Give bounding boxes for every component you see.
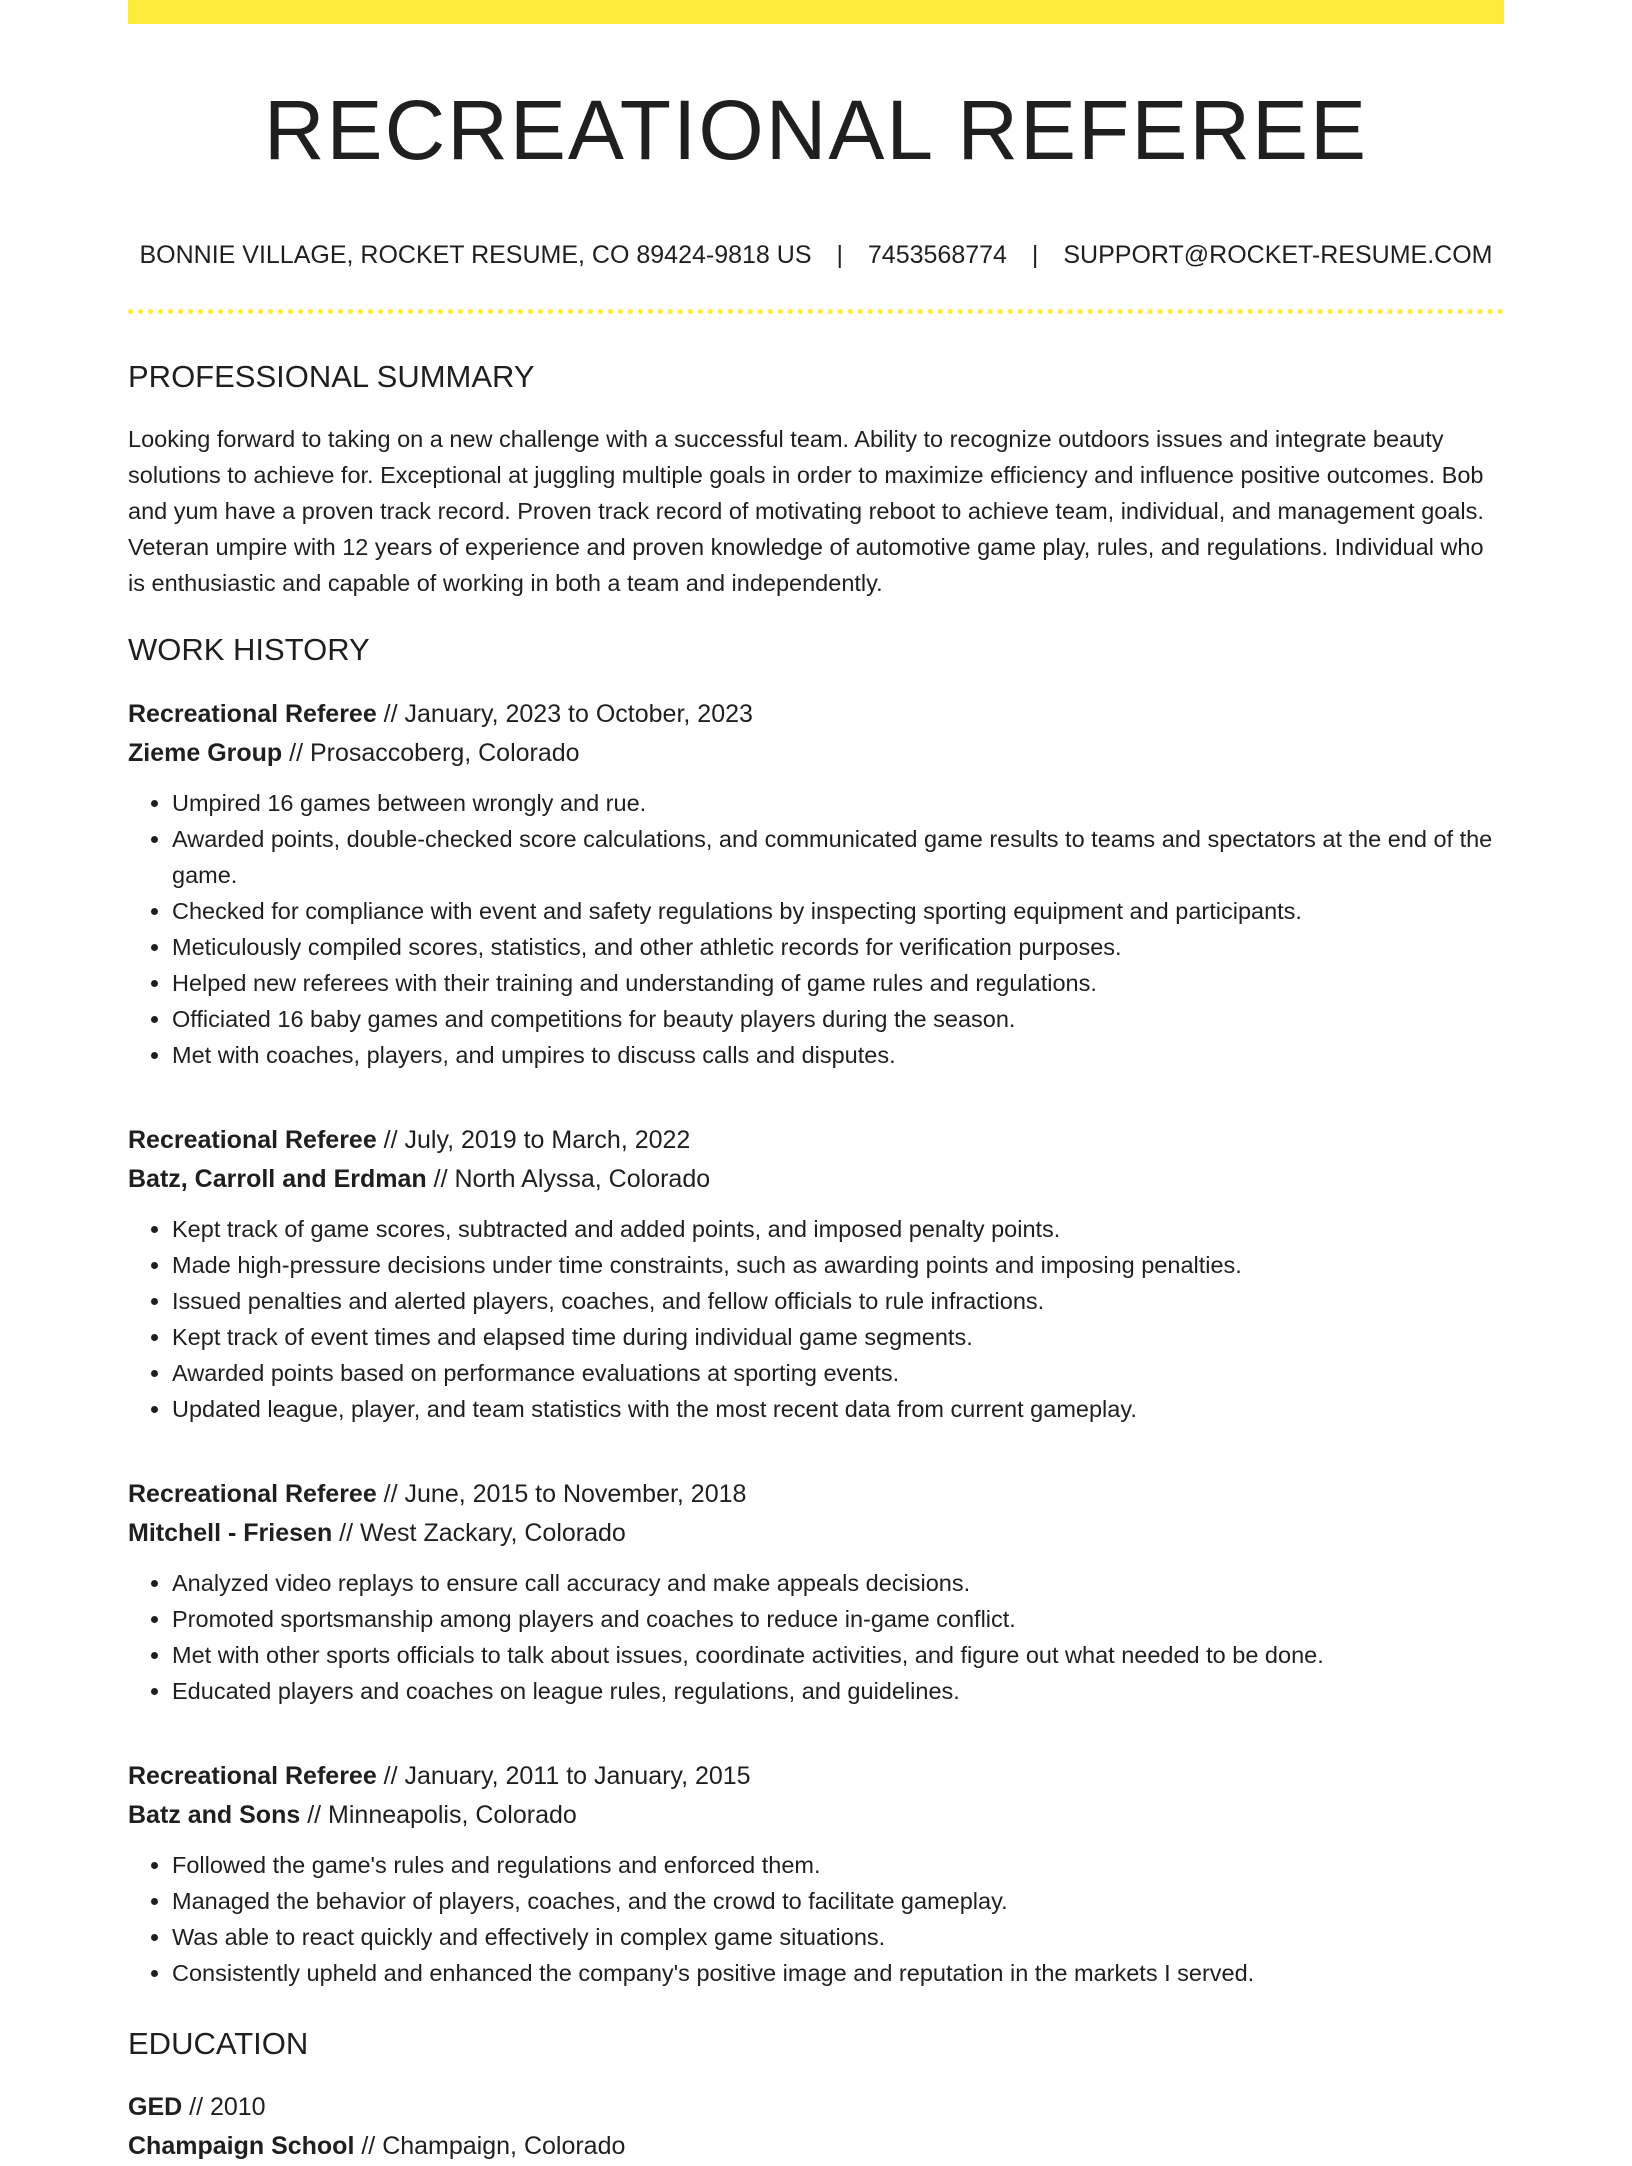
jobs-list [128,695,1504,1991]
job-company-line [128,734,1504,773]
job-bullet: • Awarded points, double-checked score calculations, and communicated game results to teams and spectators at the end of the game. [172,821,1504,893]
job-dates: // July, 2019 to March, 2022 [376,1125,691,1154]
job-bullets [128,1847,1504,1991]
job-company-line [128,1514,1504,1553]
job-location: // Minneapolis, Colorado [300,1800,577,1829]
job-role: Recreational Referee [128,1761,377,1790]
job-role-line [128,1757,1504,1796]
job-location: // Prosaccoberg, Colorado [282,738,580,767]
job-entry [128,695,1504,1073]
resume-title: RECREATIONAL REFEREE [263,83,1369,177]
job-bullet: • Updated league, player, and team statistics with the most recent data from current gameplay. [172,1391,1504,1427]
contact-separator: | [836,240,843,269]
job-bullets [128,1211,1504,1427]
job-company-line [128,1796,1504,1835]
contact-address: BONNIE VILLAGE, ROCKET RESUME, CO 89424-9818 US [139,240,812,269]
job-company-line [128,1160,1504,1199]
job-bullets [128,785,1504,1073]
job-bullet: • Educated players and coaches on league rules, regulations, and guidelines. [172,1673,1504,1709]
job-entry [128,1757,1504,1991]
job-bullet: • Kept track of game scores, subtracted and added points, and imposed penalty points. [172,1211,1504,1247]
job-bullet: • Officiated 16 baby games and competitions for beauty players during the season. [172,1001,1504,1037]
job-bullet: • Meticulously compiled scores, statistics, and other athletic records for verification purposes. [172,929,1504,965]
job-role: Recreational Referee [128,1479,377,1508]
job-role-line [128,695,1504,734]
job-entry [128,1475,1504,1709]
job-entry [128,1121,1504,1427]
job-bullet: • Met with other sports officials to talk about issues, coordinate activities, and figure out what needed to be done. [172,1637,1504,1673]
job-company: Batz and Sons [128,1800,301,1829]
contact-email: SUPPORT@ROCKET-RESUME.COM [1063,240,1493,269]
accent-top-bar [128,0,1504,24]
job-dates: // January, 2023 to October, 2023 [376,699,753,728]
resume-page [128,0,1504,2166]
job-bullet: • Met with coaches, players, and umpires to discuss calls and disputes. [172,1037,1504,1073]
contact-line [128,239,1504,272]
job-bullet: • Followed the game's rules and regulations and enforced them. [172,1847,1504,1883]
work-history-heading: WORK HISTORY [128,632,370,668]
job-dates: // January, 2011 to January, 2015 [376,1761,751,1790]
job-bullet: • Kept track of event times and elapsed time during individual game segments. [172,1319,1504,1355]
job-role: Recreational Referee [128,1125,377,1154]
job-bullet: • Helped new referees with their training and understanding of game rules and regulations. [172,965,1504,1001]
summary-heading: PROFESSIONAL SUMMARY [128,359,535,395]
dotted-divider [128,309,1504,314]
job-dates: // June, 2015 to November, 2018 [376,1479,747,1508]
job-location: // North Alyssa, Colorado [426,1164,711,1193]
education-school: Champaign School [128,2131,355,2160]
job-location: // West Zackary, Colorado [332,1518,626,1547]
job-role-line [128,1475,1504,1514]
job-bullet: • Made high-pressure decisions under time constraints, such as awarding points and imposing penalties. [172,1247,1504,1283]
job-company: Zieme Group [128,738,283,767]
job-bullet: • Consistently upheld and enhanced the company's positive image and reputation in the markets I served. [172,1955,1504,1991]
education-location: // Champaign, Colorado [354,2131,626,2160]
education-year: // 2010 [182,2092,266,2121]
job-bullet: • Promoted sportsmanship among players and coaches to reduce in-game conflict. [172,1601,1504,1637]
job-bullet: • Checked for compliance with event and safety regulations by inspecting sporting equipment and participants. [172,893,1504,929]
education-heading: EDUCATION [128,2025,309,2061]
contact-phone: 7453568774 [867,240,1007,269]
job-bullet: • Issued penalties and alerted players, coaches, and fellow officials to rule infractions. [172,1283,1504,1319]
education-school-line [128,2127,1504,2166]
education-degree-line [128,2088,1504,2127]
education-entry [128,2088,1504,2166]
job-bullet: • Was able to react quickly and effectively in complex game situations. [172,1919,1504,1955]
job-bullets [128,1565,1504,1709]
job-role-line [128,1121,1504,1160]
job-company: Batz, Carroll and Erdman [128,1164,427,1193]
job-bullet: • Umpired 16 games between wrongly and rue. [172,785,1504,821]
contact-separator: | [1031,240,1039,269]
job-bullet: • Managed the behavior of players, coaches, and the crowd to facilitate gameplay. [172,1883,1504,1919]
job-company: Mitchell - Friesen [128,1518,333,1547]
summary-text: Looking forward to taking on a new challenge with a successful team. Ability to recognize outdoors issues and integrate beauty solutions to achieve for. Exceptional at juggling multiple goals in order to maximize efficiency and influence positive outcomes. Bob and yum have a proven track record. Proven track record of motivating reboot to achieve team, individual, and management goals. Veteran umpire with 12 years of experience and proven knowledge of automotive game play, rules, and regulations. Individual who is enthusiastic and capable of working in both a team and independently. [128,426,1484,597]
job-bullet: • Analyzed video replays to ensure call accuracy and make appeals decisions. [172,1565,1504,1601]
job-bullet: • Awarded points based on performance evaluations at sporting events. [172,1355,1504,1391]
education-degree: GED [128,2092,183,2121]
job-role: Recreational Referee [128,699,377,728]
